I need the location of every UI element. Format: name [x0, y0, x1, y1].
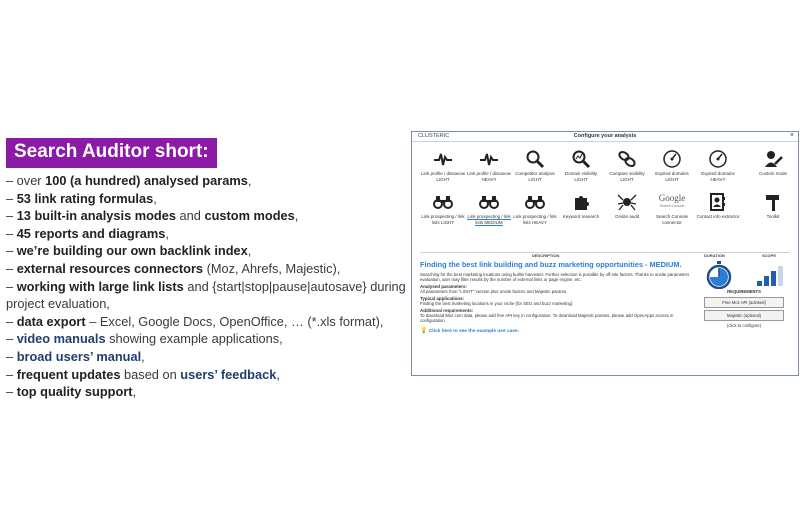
typical-text: Finding the best marketing locations in your niche (for SEO and buzz marketing).	[420, 301, 574, 306]
feature-text: –	[6, 313, 17, 329]
feature-item	[6, 260, 406, 278]
feature-text: –	[6, 278, 17, 294]
scope-bar	[764, 276, 769, 286]
additional-text: To download Moz.com data, please add free API key in configuration. To download Majestic params, please add OpenApps access in configuration.	[420, 313, 674, 323]
close-icon[interactable]: ×	[789, 132, 794, 139]
puzzle-icon	[571, 192, 591, 212]
tile-label: Contact info extractor	[696, 214, 740, 219]
feature-text: ,	[153, 190, 157, 206]
scope-bar	[771, 271, 776, 286]
feature-text: ,	[141, 348, 145, 364]
app-brand: CLUSTERIC	[418, 133, 450, 139]
description-header: DESCRIPTION	[532, 253, 560, 258]
scope-bar	[778, 266, 783, 286]
tile-label: Onsite audit	[614, 214, 639, 219]
feature-text: ,	[247, 173, 252, 188]
example-link[interactable]	[420, 327, 692, 334]
analysis-tile[interactable]	[695, 192, 741, 220]
feature-item	[6, 225, 406, 243]
description-text: Searching for the best marketing locations using builtin harvester. Further selection is possible by off-site factors. Thanks to onsite parameters evaluation, user may filter results by the number of external links or page engine, etc.	[420, 272, 690, 282]
feature-highlight: analysed params	[140, 173, 248, 188]
feature-text: –	[6, 208, 17, 224]
tile-label: Link prospecting / link lists HEAVY	[513, 214, 557, 225]
feature-highlight: frequent updates	[16, 366, 121, 382]
spider-icon	[617, 192, 637, 212]
configure-analysis-window	[411, 131, 799, 376]
analysis-tile[interactable]	[466, 149, 512, 182]
duration-header: DURATION	[704, 253, 725, 258]
contact-card-icon	[708, 192, 728, 212]
analysis-tile[interactable]	[466, 192, 512, 225]
feature-item	[6, 242, 406, 260]
tile-label: Compare visibility LIGHT	[609, 171, 645, 182]
feature-text: –	[6, 225, 17, 241]
tile-label: Custom mode	[758, 171, 787, 176]
feature-highlight: 45 reports and diagrams	[16, 225, 166, 241]
feature-summary	[6, 138, 406, 401]
requirements-panel	[698, 289, 790, 328]
tile-label: Expired domains HEAVY	[701, 171, 735, 182]
feature-item	[6, 313, 406, 331]
title-bar	[412, 132, 798, 142]
hammer-icon	[763, 192, 783, 212]
feature-item	[6, 383, 406, 401]
pulse-icon	[433, 149, 453, 169]
analysis-tile[interactable]	[604, 149, 650, 182]
analysed-title: Analysed parameters:	[420, 284, 468, 289]
tile-label: Search Console connector	[655, 214, 689, 225]
scope-header: SCOPE	[762, 253, 777, 258]
scope-bar	[757, 281, 762, 286]
analysis-tile[interactable]	[558, 149, 604, 182]
feature-text: ,	[165, 225, 169, 241]
window-title: Configure your analysis	[573, 133, 637, 139]
magnifier-chart-icon	[571, 149, 591, 169]
analysis-tile[interactable]	[512, 149, 558, 182]
feature-text: –	[6, 348, 17, 364]
analysis-tile[interactable]	[604, 192, 650, 220]
tile-label: Domain visibility LIGHT	[564, 171, 598, 182]
gauge-icon	[708, 149, 728, 169]
feature-highlight[interactable]: broad users’ manual	[16, 348, 142, 364]
feature-highlight: 100 (a hundred)	[45, 173, 141, 188]
feature-text: ,	[247, 243, 252, 259]
feature-text: based on	[120, 366, 181, 382]
description-panel	[420, 260, 692, 334]
pulse-icon	[479, 149, 499, 169]
feature-item	[6, 366, 406, 384]
analysis-tile[interactable]	[750, 192, 796, 220]
chain-icon	[617, 149, 637, 169]
feature-text: –	[6, 384, 17, 400]
feature-text: and {start|stop|pause|autosave} during project evaluation,	[6, 278, 406, 312]
feature-item	[6, 172, 406, 190]
binoculars-icon	[479, 192, 499, 212]
tile-label: Keyword research	[562, 214, 600, 219]
analysis-tile[interactable]	[695, 149, 741, 182]
google-logo-sub: Search Console	[659, 204, 685, 208]
binoculars-icon	[525, 192, 545, 212]
analysis-tile[interactable]	[750, 149, 796, 177]
feature-item	[6, 330, 406, 348]
summary-heading: Search Auditor short:	[6, 138, 217, 168]
scope-bars-icon	[755, 263, 785, 287]
additional-title: Additional requirements:	[420, 308, 474, 313]
feature-highlight: we’re building our own backlink index	[16, 243, 248, 259]
feature-highlight[interactable]: users’ feedback	[180, 366, 277, 382]
moz-api-button[interactable]: Free Moz API (advised)	[704, 297, 784, 308]
tile-label: Link profile / dissavow HEAVY	[466, 171, 512, 182]
analysed-text: All parameters from "LIGHT" version plus onsite factors and Majestic params.	[420, 289, 568, 294]
feature-highlight: data export	[16, 313, 86, 329]
divider	[420, 252, 790, 253]
majestic-button[interactable]: Majestic (optional)	[704, 310, 784, 321]
gauge-icon	[662, 149, 682, 169]
tile-label: Toolkit	[766, 214, 780, 219]
feature-item	[6, 207, 406, 225]
feature-item	[6, 348, 406, 366]
example-link-text[interactable]: Click here to see the example use case.	[428, 329, 519, 334]
description-heading: Finding the best link building and buzz marketing opportunities - MEDIUM.	[420, 260, 682, 269]
configure-hint: (click to configure)	[727, 323, 761, 328]
feature-text: –	[6, 331, 17, 347]
feature-highlight: external resources connectors	[16, 260, 204, 276]
user-pencil-icon	[763, 149, 783, 169]
analysis-tile[interactable]	[649, 149, 695, 182]
analysis-tile[interactable]	[649, 192, 695, 225]
binoculars-icon	[433, 192, 453, 212]
feature-text: –	[6, 260, 17, 276]
requirements-title: REQUIREMENTS	[727, 289, 761, 294]
feature-item	[6, 278, 406, 313]
feature-text: ,	[276, 366, 280, 382]
feature-text: – Excel, Google Docs, OpenOffice, … (*.xls format),	[85, 313, 384, 329]
feature-list	[6, 172, 406, 401]
magnifier-icon	[525, 149, 545, 169]
feature-text: (Moz, Ahrefs, Majestic),	[203, 260, 341, 276]
analysis-tile[interactable]	[420, 149, 466, 182]
feature-item	[6, 190, 406, 208]
google-logo-text: Google	[658, 193, 686, 203]
tile-label: Link profile / dissavow LIGHT	[420, 171, 466, 182]
feature-text: –	[6, 190, 17, 206]
feature-text: –	[6, 366, 17, 382]
feature-text: showing example applications,	[105, 331, 283, 347]
tile-label: Expired domains LIGHT	[655, 171, 689, 182]
feature-highlight: custom modes	[204, 208, 295, 224]
analysis-tile[interactable]	[512, 192, 558, 225]
feature-text: –	[6, 243, 17, 259]
tile-label: Competitor analysis LIGHT	[515, 171, 555, 182]
feature-highlight: top quality support	[16, 384, 133, 400]
feature-text: – over	[6, 173, 46, 188]
analysis-tile[interactable]	[558, 192, 604, 220]
typical-title: Typical applications:	[420, 296, 465, 301]
tile-label: Link prospecting / link lists LIGHT	[421, 214, 465, 225]
feature-text: ,	[132, 384, 137, 400]
feature-highlight: working with large link lists	[16, 278, 184, 294]
feature-highlight: 13 built-in analysis modes	[16, 208, 176, 224]
tile-label: Link prospecting / link lists MEDIUM	[467, 214, 511, 225]
feature-highlight[interactable]: video manuals	[16, 331, 106, 347]
duration-stopwatch-icon	[704, 261, 734, 289]
feature-highlight: 53 link rating formulas	[16, 190, 154, 206]
lightbulb-icon: 💡	[420, 328, 428, 334]
feature-text: ,	[294, 208, 299, 224]
google-logo-icon	[649, 192, 695, 212]
analysis-tile[interactable]	[420, 192, 466, 225]
feature-text: and	[176, 208, 205, 224]
